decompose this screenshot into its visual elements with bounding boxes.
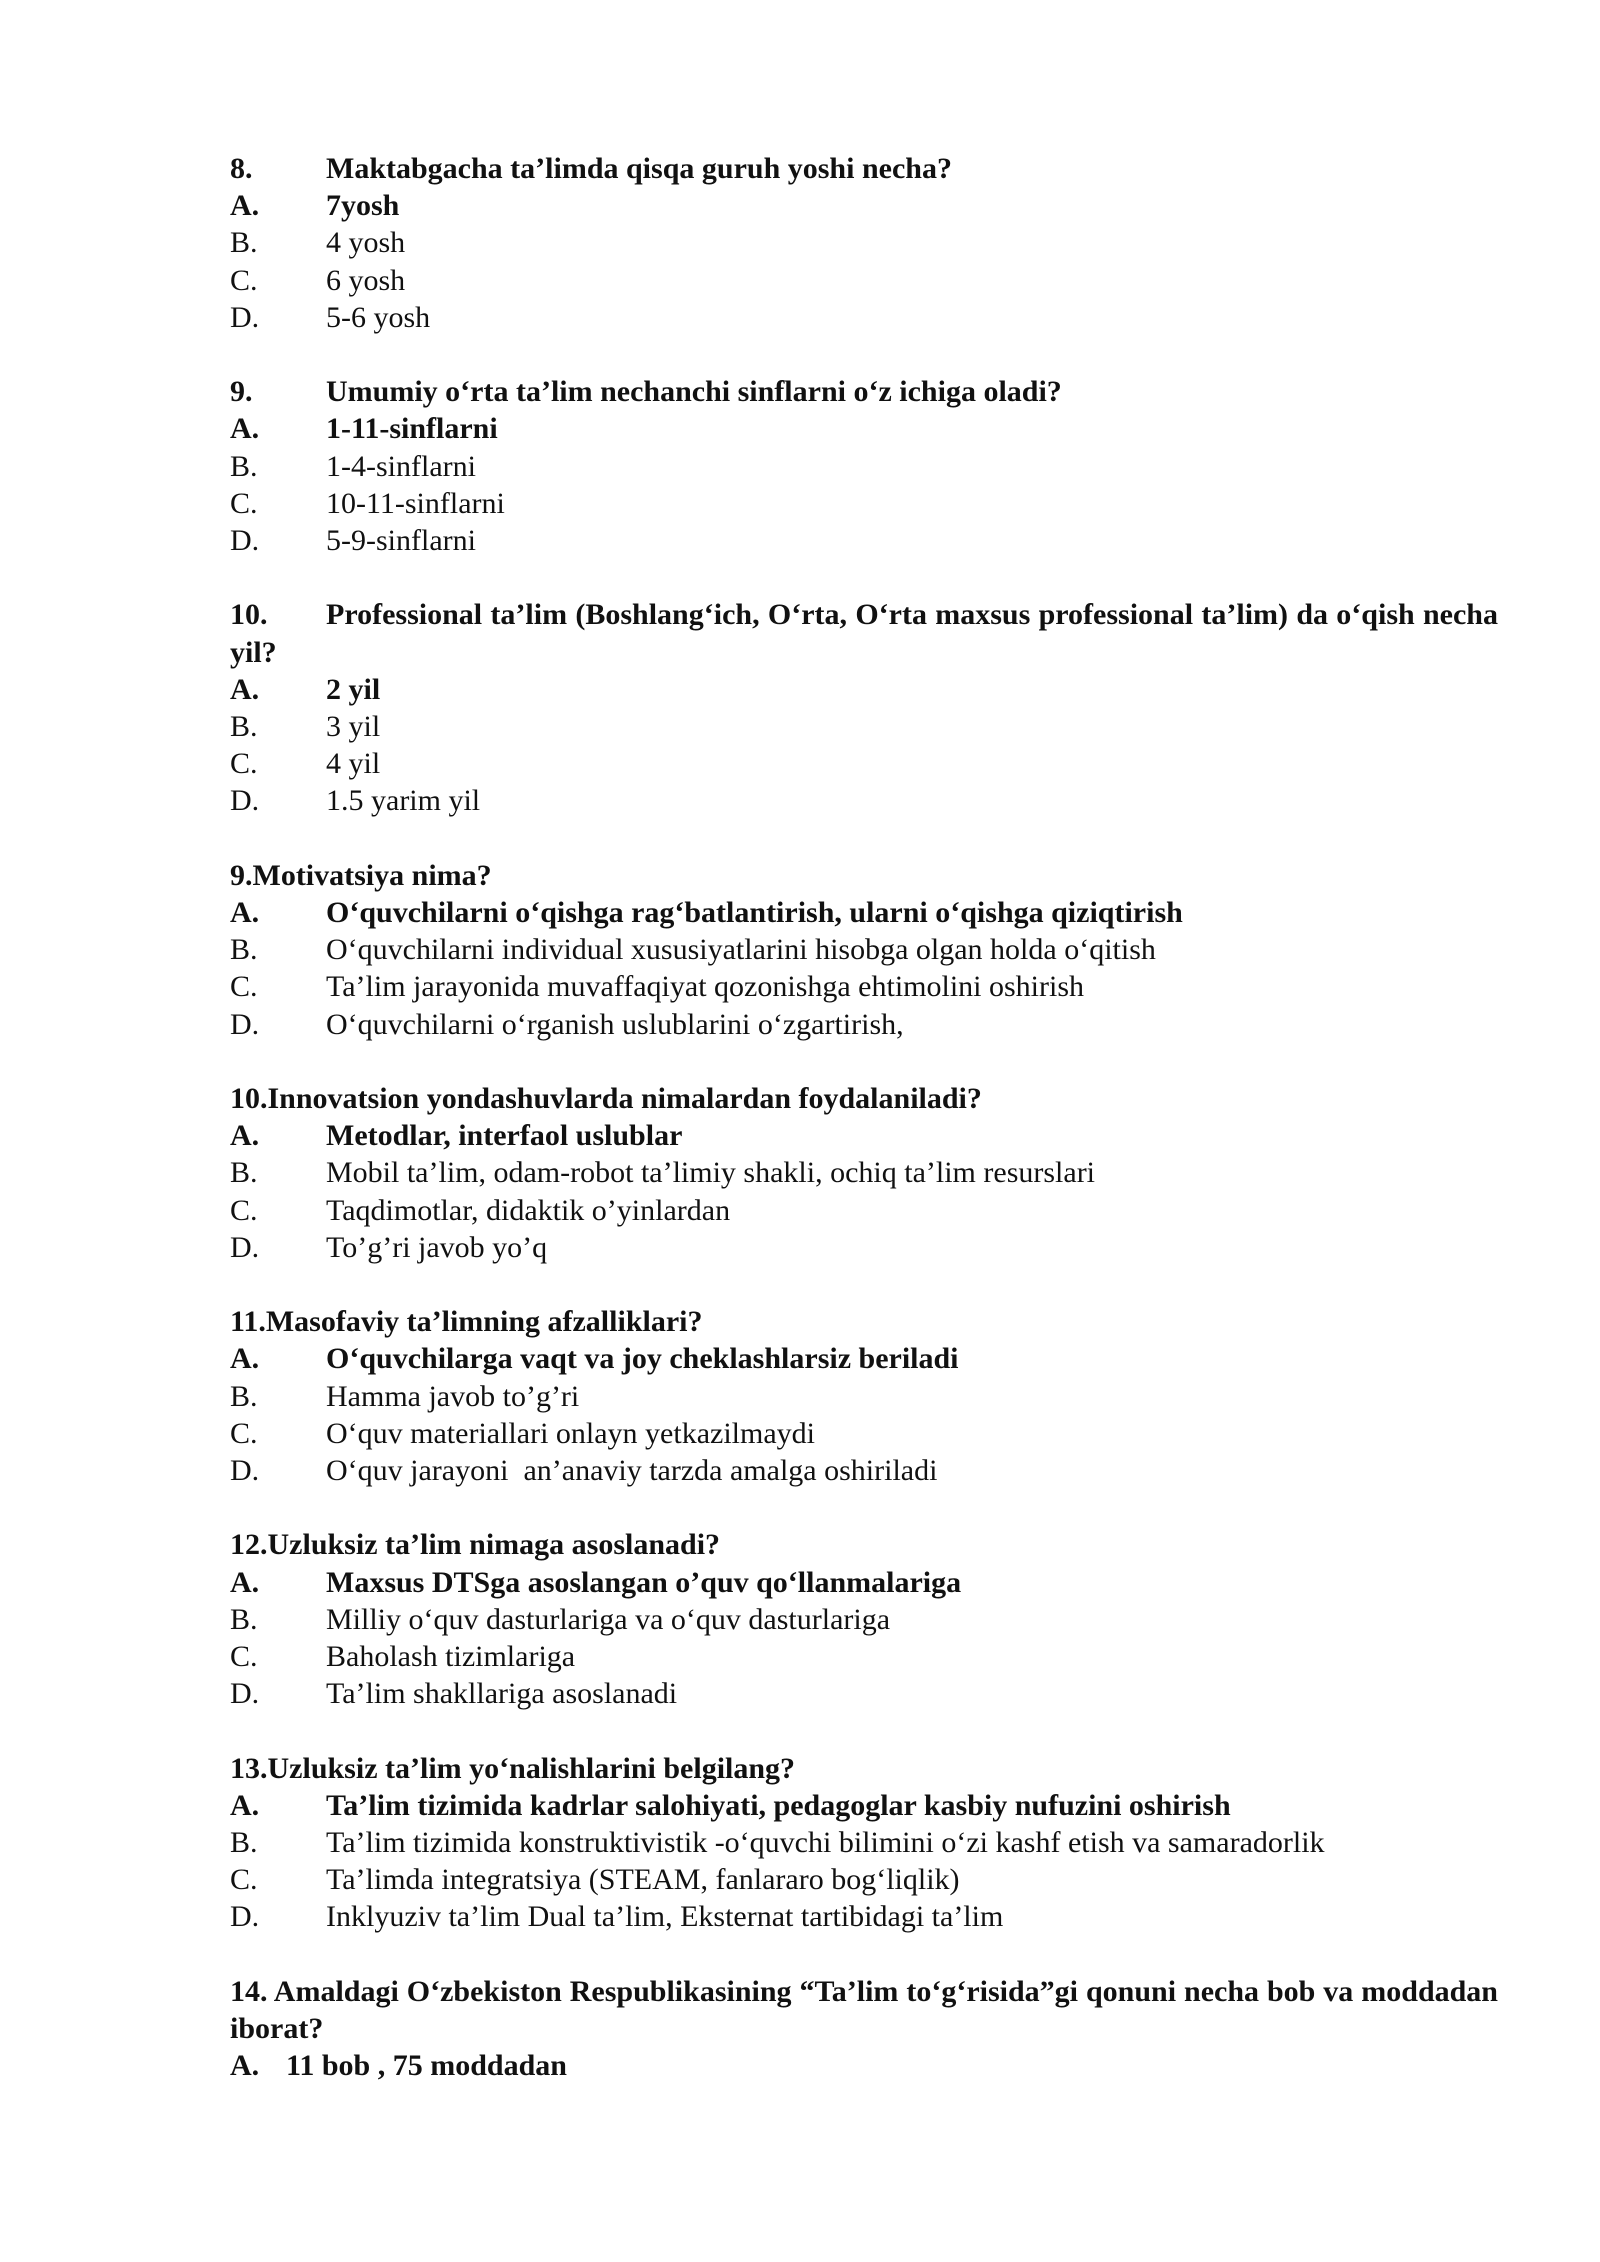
option-text: Hamma javob to’g’ri — [326, 1379, 580, 1413]
option-letter: C. — [230, 747, 258, 781]
answer-option — [230, 968, 1498, 1005]
answer-option-correct — [230, 410, 1498, 447]
option-text: 2 yil — [326, 672, 381, 706]
option-letter: A. — [230, 189, 260, 223]
option-letter: D. — [230, 300, 260, 334]
question-number: 8. — [230, 152, 253, 185]
option-letter: B. — [230, 710, 258, 744]
question-block — [230, 1080, 1498, 1266]
question-heading — [230, 373, 1498, 410]
answer-option — [230, 1601, 1498, 1638]
option-letter: B. — [230, 1602, 258, 1636]
answer-option — [230, 485, 1498, 522]
option-text: 6 yosh — [326, 263, 406, 297]
option-text: 7yosh — [326, 189, 400, 223]
question-block — [230, 1303, 1498, 1489]
option-text: 10-11-sinflarni — [326, 486, 505, 520]
option-text: O‘quvchilarni o‘qishga rag‘batlantirish, ularni o‘qishga qiziqtirish — [326, 896, 1183, 930]
answer-option — [230, 1638, 1498, 1675]
option-text: O‘quv materiallari onlayn yetkazilmaydi — [326, 1416, 815, 1450]
option-text: Ta’limda integratsiya (STEAM, fanlararo bog‘liqlik) — [326, 1863, 960, 1897]
option-letter: A. — [230, 1119, 260, 1153]
option-letter: B. — [230, 933, 258, 967]
option-letter: A. — [230, 1788, 260, 1822]
option-letter: C. — [230, 1416, 258, 1450]
option-text: 4 yosh — [326, 226, 406, 260]
option-text: Inklyuziv ta’lim Dual ta’lim, Eksternat tartibidagi ta’lim — [326, 1900, 1004, 1934]
answer-option-correct — [230, 1117, 1498, 1154]
option-text: O‘quv jarayoni an’anaviy tarzda amalga oshiriladi — [326, 1454, 938, 1488]
option-letter: B. — [230, 1156, 258, 1190]
option-text: 1-4-sinflarni — [326, 449, 476, 483]
document-page — [230, 150, 1498, 2122]
option-letter: B. — [230, 1826, 258, 1860]
option-letter: A. — [230, 1565, 260, 1599]
question-heading — [230, 150, 1498, 187]
option-text: Ta’lim shakllariga asoslanadi — [326, 1677, 678, 1711]
option-text: Metodlar, interfaol uslublar — [326, 1119, 683, 1153]
question-block — [230, 596, 1498, 819]
question-text: Professional ta’lim (Boshlang‘ich, O‘rta, O‘rta maxsus professional ta’lim) da o‘qish necha yil? — [230, 598, 1498, 669]
question-block — [230, 1973, 1498, 2085]
option-text: 5-9-sinflarni — [326, 524, 476, 558]
option-letter: D. — [230, 1454, 260, 1488]
option-letter: D. — [230, 524, 260, 558]
answer-option — [230, 745, 1498, 782]
answer-option — [230, 1378, 1498, 1415]
option-letter: B. — [230, 1379, 258, 1413]
answer-option — [230, 1861, 1498, 1898]
answer-option-correct — [230, 2047, 1498, 2084]
question-block — [230, 857, 1498, 1043]
option-letter: D. — [230, 1900, 260, 1934]
answer-option — [230, 1229, 1498, 1266]
option-letter: C. — [230, 970, 258, 1004]
option-letter: B. — [230, 226, 258, 260]
option-text: 1.5 yarim yil — [326, 784, 481, 818]
answer-option — [230, 1415, 1498, 1452]
answer-option — [230, 1006, 1498, 1043]
option-text: Baholash tizimlariga — [326, 1640, 576, 1674]
answer-option — [230, 1192, 1498, 1229]
option-letter: A. — [230, 896, 260, 930]
option-letter: C. — [230, 1193, 258, 1227]
question-heading: 9.Motivatsiya nima? — [230, 858, 492, 892]
answer-option — [230, 448, 1498, 485]
question-heading: 14. Amaldagi O‘zbekiston Respublikasining “Ta’lim to‘g‘risida”gi qonuni necha bob va moddadan iborat? — [230, 1974, 1498, 2046]
question-text: Maktabgacha ta’limda qisqa guruh yoshi necha? — [326, 152, 952, 185]
option-text: Milliy o‘quv dasturlariga va o‘quv dasturlariga — [326, 1602, 891, 1636]
option-letter: A. — [230, 1342, 260, 1376]
option-letter: A. — [230, 2049, 260, 2083]
question-heading: 10.Innovatsion yondashuvlarda nimalardan foydalaniladi? — [230, 1082, 982, 1116]
question-number: 9. — [230, 375, 253, 409]
answer-option — [230, 1452, 1498, 1489]
option-letter: C. — [230, 1640, 258, 1674]
question-block — [230, 373, 1498, 559]
option-letter: B. — [230, 449, 258, 483]
option-text: O‘quvchilarga vaqt va joy cheklashlarsiz beriladi — [326, 1342, 959, 1376]
answer-option — [230, 931, 1498, 968]
option-text: O‘quvchilarni o‘rganish uslublarini o‘zgartirish, — [326, 1007, 904, 1041]
question-block — [230, 1526, 1498, 1712]
option-letter: C. — [230, 486, 258, 520]
option-text: Ta’lim jarayonida muvaffaqiyat qozonishga ehtimolini oshirish — [326, 970, 1085, 1004]
question-heading: 11.Masofaviy ta’limning afzalliklari? — [230, 1305, 703, 1339]
option-text: Ta’lim tizimida kadrlar salohiyati, pedagoglar kasbiy nufuzini oshirish — [326, 1788, 1231, 1822]
option-text: 11 bob , 75 moddadan — [286, 2049, 567, 2083]
option-letter: D. — [230, 1007, 260, 1041]
option-letter: C. — [230, 263, 258, 297]
answer-option — [230, 1675, 1498, 1712]
option-text: 3 yil — [326, 710, 381, 744]
answer-option — [230, 299, 1498, 336]
option-text: 1-11-sinflarni — [326, 412, 498, 446]
option-letter: A. — [230, 412, 260, 446]
option-letter: D. — [230, 1677, 260, 1711]
question-heading — [230, 596, 1498, 670]
question-block — [230, 1750, 1498, 1936]
question-heading: 12.Uzluksiz ta’lim nimaga asoslanadi? — [230, 1528, 721, 1562]
option-letter: D. — [230, 1230, 260, 1264]
option-text: Taqdimotlar, didaktik o’yinlardan — [326, 1193, 731, 1227]
option-text: 4 yil — [326, 747, 381, 781]
answer-option — [230, 1898, 1498, 1935]
question-number: 10. — [230, 598, 268, 632]
option-text: 5-6 yosh — [326, 300, 431, 334]
option-letter: A. — [230, 672, 260, 706]
answer-option-correct — [230, 1787, 1498, 1824]
answer-option-correct — [230, 671, 1498, 708]
answer-option — [230, 522, 1498, 559]
option-text: O‘quvchilarni individual xususiyatlarini hisobga olgan holda o‘qitish — [326, 933, 1156, 967]
answer-option-correct — [230, 1564, 1498, 1601]
option-text: Ta’lim tizimida konstruktivistik -o‘quvchi bilimini o‘zi kashf etish va samaradorlik — [326, 1826, 1325, 1860]
answer-option-correct — [230, 1340, 1498, 1377]
answer-option-correct — [230, 187, 1498, 224]
answer-option — [230, 1154, 1498, 1191]
option-letter: D. — [230, 784, 260, 818]
answer-option — [230, 262, 1498, 299]
answer-option — [230, 708, 1498, 745]
answer-option — [230, 1824, 1498, 1861]
option-text: Maxsus DTSga asoslangan o’quv qo‘llanmalariga — [326, 1565, 962, 1599]
question-heading: 13.Uzluksiz ta’lim yo‘nalishlarini belgilang? — [230, 1751, 796, 1785]
answer-option — [230, 782, 1498, 819]
question-block — [230, 150, 1498, 336]
answer-option — [230, 224, 1498, 261]
answer-option-correct — [230, 894, 1498, 931]
question-text: Umumiy o‘rta ta’lim nechanchi sinflarni o‘z ichiga oladi? — [326, 375, 1062, 409]
option-text: To’g’ri javob yo’q — [326, 1230, 548, 1264]
option-letter: C. — [230, 1863, 258, 1897]
option-text: Mobil ta’lim, odam-robot ta’limiy shakli, ochiq ta’lim resurslari — [326, 1156, 1096, 1190]
